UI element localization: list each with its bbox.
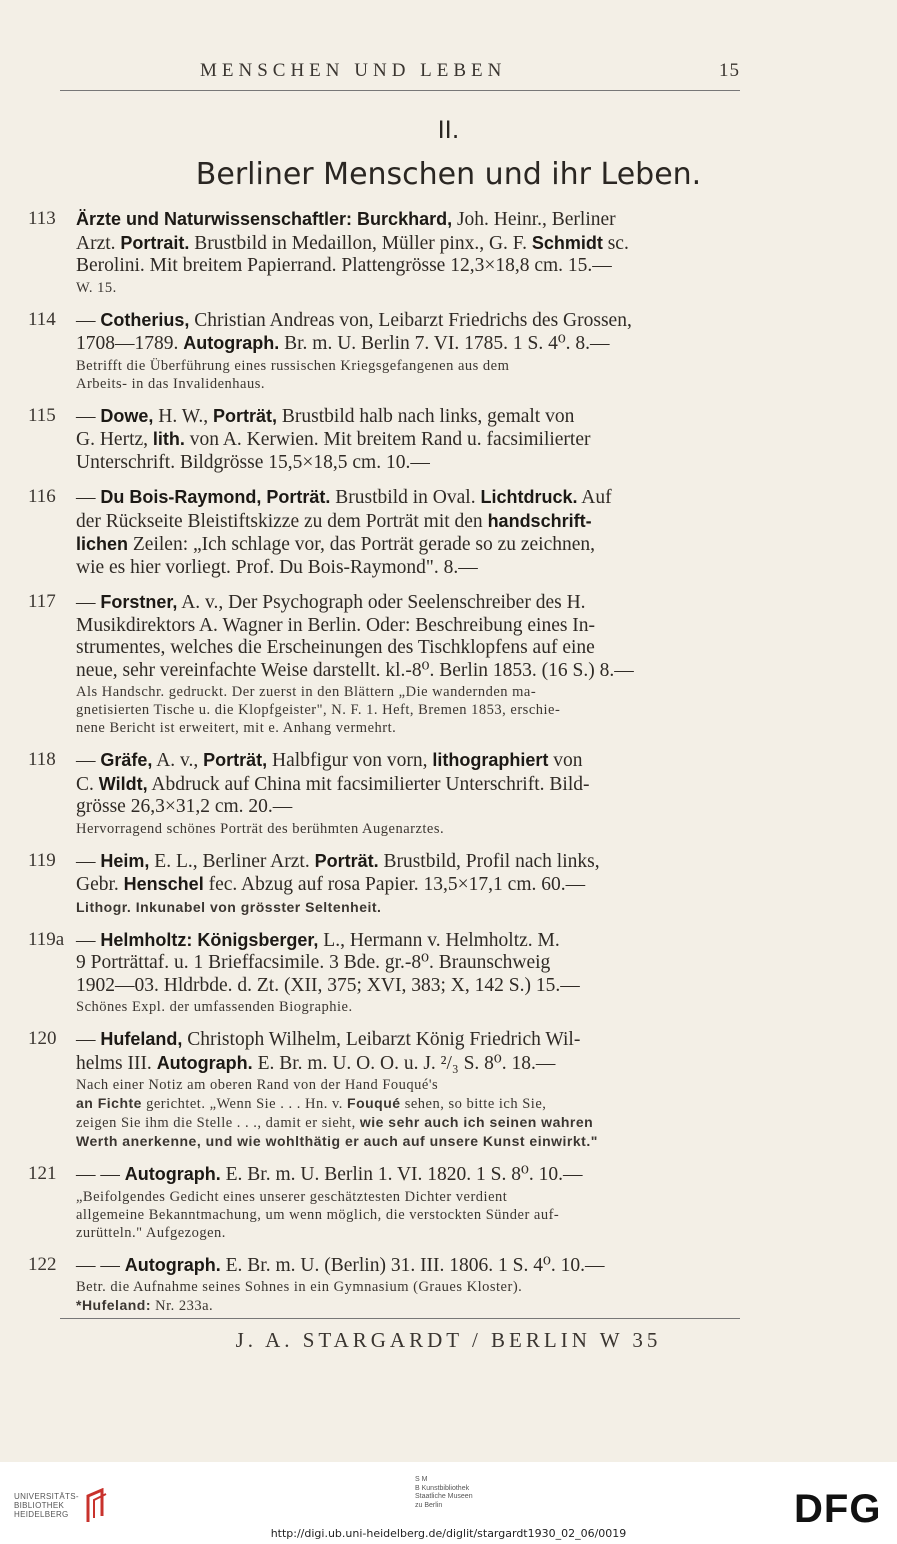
- entry-text-run: von C.: [76, 750, 583, 795]
- entry-text-bold-run: lith.: [152, 429, 185, 449]
- entry-text-bold-run: Forstner,: [100, 592, 178, 612]
- entry-note: [76, 1278, 742, 1315]
- entry-text-run: E. Br. m. U. Berlin 1. VI. 1820. 1 S. 8⁰. 10.—: [220, 1164, 583, 1185]
- entry-text-run: Auf der Rückseite Bleistiftskizze zu dem Porträt mit den: [76, 487, 612, 532]
- entry-text-run: Zeilen: „Ich schlage vor, das Porträt gerade so zu zeichnen, wie es hier vorliegt. Prof. Du Bois-Raymond". 8.—: [76, 534, 596, 578]
- note-text-run: „Beifolgendes Gedicht eines unserer geschätztesten Dichter verdient allgemeine Bekanntmachung, um wenn möglich, die verstockten Sünder auf- zurütteln." Aufgezogen.: [76, 1188, 560, 1241]
- entry-text-bold-run: Autograph.: [124, 1164, 221, 1184]
- entry-text-bold-run: Heim,: [100, 850, 150, 871]
- entry-text-bold-run: handschrift- lichen: [76, 510, 592, 554]
- catalog-entries: [28, 208, 742, 1327]
- entry-description: [76, 486, 742, 579]
- entry-text-bold-run: Wildt,: [98, 773, 148, 794]
- entry-text-bold-run: Hufeland,: [100, 1029, 183, 1049]
- entry-text-bold-run: Autograph.: [156, 1052, 253, 1073]
- entry-number: 114: [28, 308, 56, 330]
- entry-text-bold-run: Porträt,: [203, 750, 268, 770]
- catalog-entry: [28, 309, 742, 393]
- entry-note: [76, 683, 742, 737]
- entry-text-run: —: [76, 1029, 101, 1050]
- catalog-entry: [28, 749, 742, 838]
- footer-rule: [60, 1318, 740, 1319]
- entry-text-run: —: [76, 405, 101, 427]
- entry-text-bold-run: Porträt.: [314, 850, 379, 871]
- entry-note: [76, 1076, 742, 1151]
- entry-text-bold-run: Dowe,: [100, 405, 154, 426]
- entry-text-bold-run: Du Bois-Raymond, Porträt.: [100, 487, 331, 507]
- entry-number: 116: [28, 486, 56, 507]
- entry-text-run: Christoph Wilhelm, Leibarzt König Friedrich Wil- helms III.: [76, 1029, 581, 1074]
- entry-note: [76, 820, 742, 838]
- entry-text-bold-run: Portrait.: [120, 232, 190, 253]
- entry-description: [76, 591, 742, 682]
- entry-text-run: —: [76, 850, 101, 872]
- entry-description: [76, 309, 742, 356]
- dfg-logo: DFG: [794, 1487, 882, 1531]
- note-text-run: Hervorragend schönes Porträt des berühmten Augenarztes.: [76, 820, 445, 837]
- smb-kunstbibliothek-label: S M B Kunstbibliothek Staatliche Museen zu Berlin: [415, 1476, 473, 1509]
- entry-text-bold-run: Henschel: [123, 874, 204, 894]
- entry-number: 118: [28, 749, 56, 770]
- header-rule: [60, 90, 740, 91]
- entry-text-run: Halbfigur von vorn,: [267, 750, 433, 771]
- entry-text-run: H. W.,: [153, 405, 213, 427]
- note-text-run: gerichtet. „Wenn Sie . . . Hn. v.: [141, 1096, 348, 1112]
- catalog-entry: [28, 486, 742, 579]
- entry-text-run: L., Hermann v. Helmholtz. M. 9 Porträttaf. u. 1 Brieffacsimile. 3 Bde. gr.-8⁰. Braunschweig 1902—03. Hldrbde. d. Zt. (XII, 375; XVI, 383; X, 142 S.) 15.—: [76, 929, 580, 996]
- entry-text-bold-run: Gräfe,: [100, 750, 153, 770]
- entry-text-run: — —: [76, 1254, 125, 1276]
- catalog-entry: [28, 1254, 742, 1316]
- section-title: Berliner Menschen und ihr Leben.: [195, 157, 702, 192]
- entry-text-run: Brustbild halb nach links, gemalt von G. Hertz,: [76, 405, 575, 450]
- catalog-entry: [28, 1163, 742, 1242]
- entry-text-run: A. v.,: [152, 750, 204, 771]
- entry-number: 122: [28, 1253, 57, 1275]
- entry-description: [76, 850, 742, 897]
- entry-text-run: Abdruck auf China mit facsimilierter Unterschrift. Bild- grösse 26,3×31,2 cm. 20.—: [76, 773, 590, 817]
- catalog-entry: [28, 405, 742, 475]
- ub-heidelberg-label: UNIVERSITÄTS- BIBLIOTHEK HEIDELBERG: [14, 1492, 79, 1519]
- entry-text-run: Brustbild in Medaillon, Müller pinx., G. F.: [189, 232, 532, 254]
- entry-text-run: Christian Andreas von, Leibarzt Friedrichs des Grossen, 1708—1789.: [76, 309, 632, 354]
- entry-text-run: von A. Kerwien. Mit breitem Rand u. facsimilierter Unterschrift. Bildgrösse 15,5×18,5 cm. 10.—: [76, 429, 591, 473]
- note-text-bold-run: wie sehr auch ich seinen wahren Werth anerkenne, und wie wohlthätig er auch auf unsere Kunst einwirkt.": [76, 1114, 598, 1149]
- page-number: 15: [719, 60, 740, 81]
- catalog-entry: [28, 850, 742, 917]
- entry-text-run: fec. Abzug auf rosa Papier. 13,5×17,1 cm. 60.—: [203, 874, 586, 895]
- catalog-entry: [28, 929, 742, 1017]
- entry-description: [76, 1163, 742, 1187]
- note-text-run: sehen, so bitte ich Sie, zeigen Sie ihm die Stelle . . ., damit er sieht,: [76, 1096, 547, 1131]
- entry-text-run: Brustbild in Oval.: [330, 487, 481, 508]
- catalog-entry: [28, 208, 742, 297]
- entry-description: [76, 1028, 742, 1075]
- entry-number: 120: [28, 1028, 57, 1049]
- entry-text-run: Br. m. U. Berlin 7. VI. 1785. 1 S. 4⁰. 8.—: [279, 333, 610, 354]
- entry-description: [76, 749, 742, 819]
- note-text-bold-run: Lithogr. Inkunabel von grösster Seltenheit.: [76, 898, 382, 915]
- entry-number: 117: [28, 591, 56, 612]
- entry-text-bold-run: Autograph.: [124, 1254, 221, 1275]
- entry-note: [76, 357, 742, 393]
- entry-text-bold-run: Schmidt: [531, 232, 603, 253]
- entry-note: [76, 279, 742, 297]
- entry-text-bold-run: Helmholtz: Königsberger,: [100, 929, 319, 950]
- entry-number: 113: [28, 208, 56, 229]
- entry-text-bold-run: Cotherius,: [100, 309, 190, 330]
- entry-text-run: —: [76, 487, 101, 508]
- entry-text-bold-run: Porträt,: [213, 405, 278, 426]
- page-header: [200, 58, 740, 88]
- entry-number: 119: [28, 849, 56, 871]
- ub-heidelberg-logo-icon: [84, 1488, 110, 1524]
- entry-number: 119a: [28, 928, 65, 950]
- entry-description: [76, 1254, 742, 1278]
- entry-text-bold-run: Lichtdruck.: [480, 487, 578, 507]
- note-text-run: Als Handschr. gedruckt. Der zuerst in den Blättern „Die wandernden ma- gnetisierten Tische u. die Klopfgeister", N. F. 1. Heft, Bremen 1853, erschie- nene Bericht ist erweitert, mit e. Anhang vermehrt.: [76, 684, 561, 736]
- permalink-url[interactable]: http://digi.ub.uni-heidelberg.de/diglit/stargardt1930_02_06/0019: [270, 1527, 627, 1540]
- note-text-run: Betr. die Aufnahme seines Sohnes in ein Gymnasium (Graues Kloster).: [76, 1279, 523, 1295]
- catalog-entry: [28, 1028, 742, 1151]
- entry-number: 121: [28, 1163, 57, 1184]
- note-text-run: Schönes Expl. der umfassenden Biographie.: [76, 999, 353, 1015]
- note-text-bold-run: Fouqué: [347, 1095, 401, 1111]
- entry-text-bold-run: Autograph.: [183, 333, 280, 353]
- entry-text-run: Brustbild, Profil nach links, Gebr.: [76, 850, 600, 895]
- running-title: MENSCHEN UND LEBEN: [200, 60, 507, 81]
- entry-text-run: Joh. Heinr., Berliner Arzt.: [76, 209, 616, 254]
- entry-text-run: —: [76, 750, 101, 771]
- note-text-run: Nr. 233a.: [151, 1298, 214, 1314]
- publisher-imprint: J. A. STARGARDT / BERLIN W 35: [235, 1328, 662, 1352]
- entry-note: [76, 898, 742, 917]
- entry-note: [76, 1188, 742, 1242]
- entry-text-run: A. v., Der Psychograph oder Seelenschreiber des H. Musikdirektors A. Wagner in Berlin. Oder: Beschreibung eines In- strumentes, welches die Erscheinungen des Tischklopfens auf eine neue, sehr vereinfachte Weise darstellt. kl.-8⁰. Berlin 1853. (16 S.) 8.—: [76, 592, 634, 681]
- note-text-bold-run: *Hufeland:: [76, 1297, 151, 1313]
- note-text-run: Betrifft die Überführung eines russischen Kriegsgefangenen aus dem Arbeits- in das Invalidenhaus.: [76, 357, 510, 392]
- entry-text-run: —: [76, 592, 101, 613]
- entry-text-bold-run: lithographiert: [432, 750, 549, 770]
- entry-text-run: E. L., Berliner Arzt.: [149, 850, 315, 872]
- section-number: II.: [437, 116, 460, 144]
- entry-description: [76, 208, 742, 278]
- entry-note: [76, 998, 742, 1016]
- entry-text-run: —: [76, 929, 101, 951]
- entry-text-run: E. Br. m. U. (Berlin) 31. III. 1806. 1 S. 4⁰. 10.—: [220, 1254, 605, 1276]
- entry-text-run: — —: [76, 1164, 125, 1185]
- note-text-run: Nach einer Notiz am oberen Rand von der Hand Fouqué's: [76, 1077, 439, 1093]
- entry-number: 115: [28, 404, 56, 426]
- entry-text-run: —: [76, 309, 101, 331]
- entry-text-bold-run: Ärzte und Naturwissenschaftler: Burckhard,: [76, 209, 453, 229]
- catalog-entry: [28, 591, 742, 737]
- entry-description: [76, 405, 742, 475]
- entry-description: [76, 929, 742, 998]
- note-text-bold-run: an Fichte: [76, 1095, 142, 1111]
- entry-text-run: E. Br. m. U. O. O. u. J. ²/₃ S. 8⁰. 18.—: [252, 1052, 556, 1074]
- entry-text-run: sc. Berolini. Mit breitem Papierrand. Plattengrösse 12,3×18,8 cm. 15.—: [76, 232, 629, 276]
- note-text-run: W. 15.: [76, 279, 117, 296]
